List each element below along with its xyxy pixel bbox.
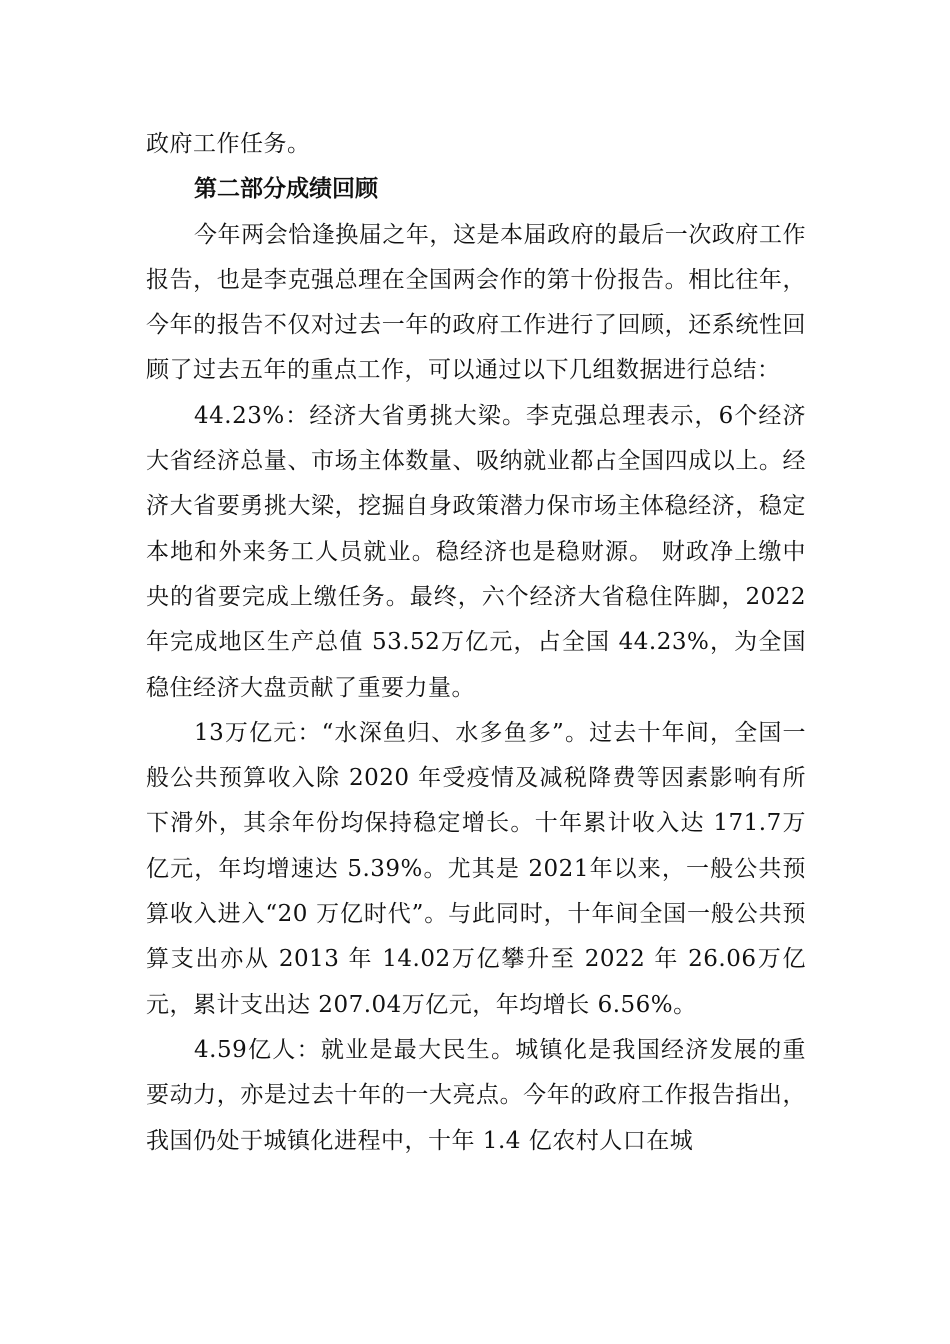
section-heading: 第二部分成绩回顾 <box>194 176 378 203</box>
paragraph-public-budget: 13万亿元：“水深鱼归、水多鱼多”。过去十年间，全国一般公共预算收入除 2020 年受疫情及减税降费等因素影响有所下滑外，其余年份均保持稳定增长。十年累计收入达 171.7万亿元，年均增速达 5.39%。尤其是 2021年以来，一般公共预算收入进入“20 万亿时代”。与此同时，十年间全国一般公共预算支出亦从 2013 年 14.02万亿攀升至 2022 年 26.06万亿元，累计支出达 207.04万亿元，年均增长 6.56%。 <box>146 719 806 1018</box>
paragraph-intro: 今年两会恰逢换届之年，这是本届政府的最后一次政府工作报告，也是李克强总理在全国两会作的第十份报告。相比往年，今年的报告不仅对过去一年的政府工作进行了回顾，还系统性回顾了过去五年的重点工作，可以通过以下几组数据进行总结： <box>146 221 806 384</box>
document-body <box>146 122 806 1164</box>
paragraph-employment: 4.59亿人：就业是最大民生。城镇化是我国经济发展的重要动力，亦是过去十年的一大亮点。今年的政府工作报告指出，我国仍处于城镇化进程中，十年 1.4 亿农村人口在城 <box>146 1036 806 1154</box>
paragraph-economic-provinces: 44.23%：经济大省勇挑大梁。李克强总理表示，6个经济大省经济总量、市场主体数量、吸纳就业都占全国四成以上。经济大省要勇挑大梁，挖掘自身政策潜力保市场主体稳经济，稳定本地和外来务工人员就业。稳经济也是稳财源。 财政净上缴中央的省要完成上缴任务。最终，六个经济大省稳住阵脚，2022年完成地区生产总值 53.52万亿元，占全国 44.23%，为全国稳住经济大盘贡献了重要力量。 <box>146 402 806 701</box>
paragraph-continuation: 政府工作任务。 <box>146 131 311 157</box>
